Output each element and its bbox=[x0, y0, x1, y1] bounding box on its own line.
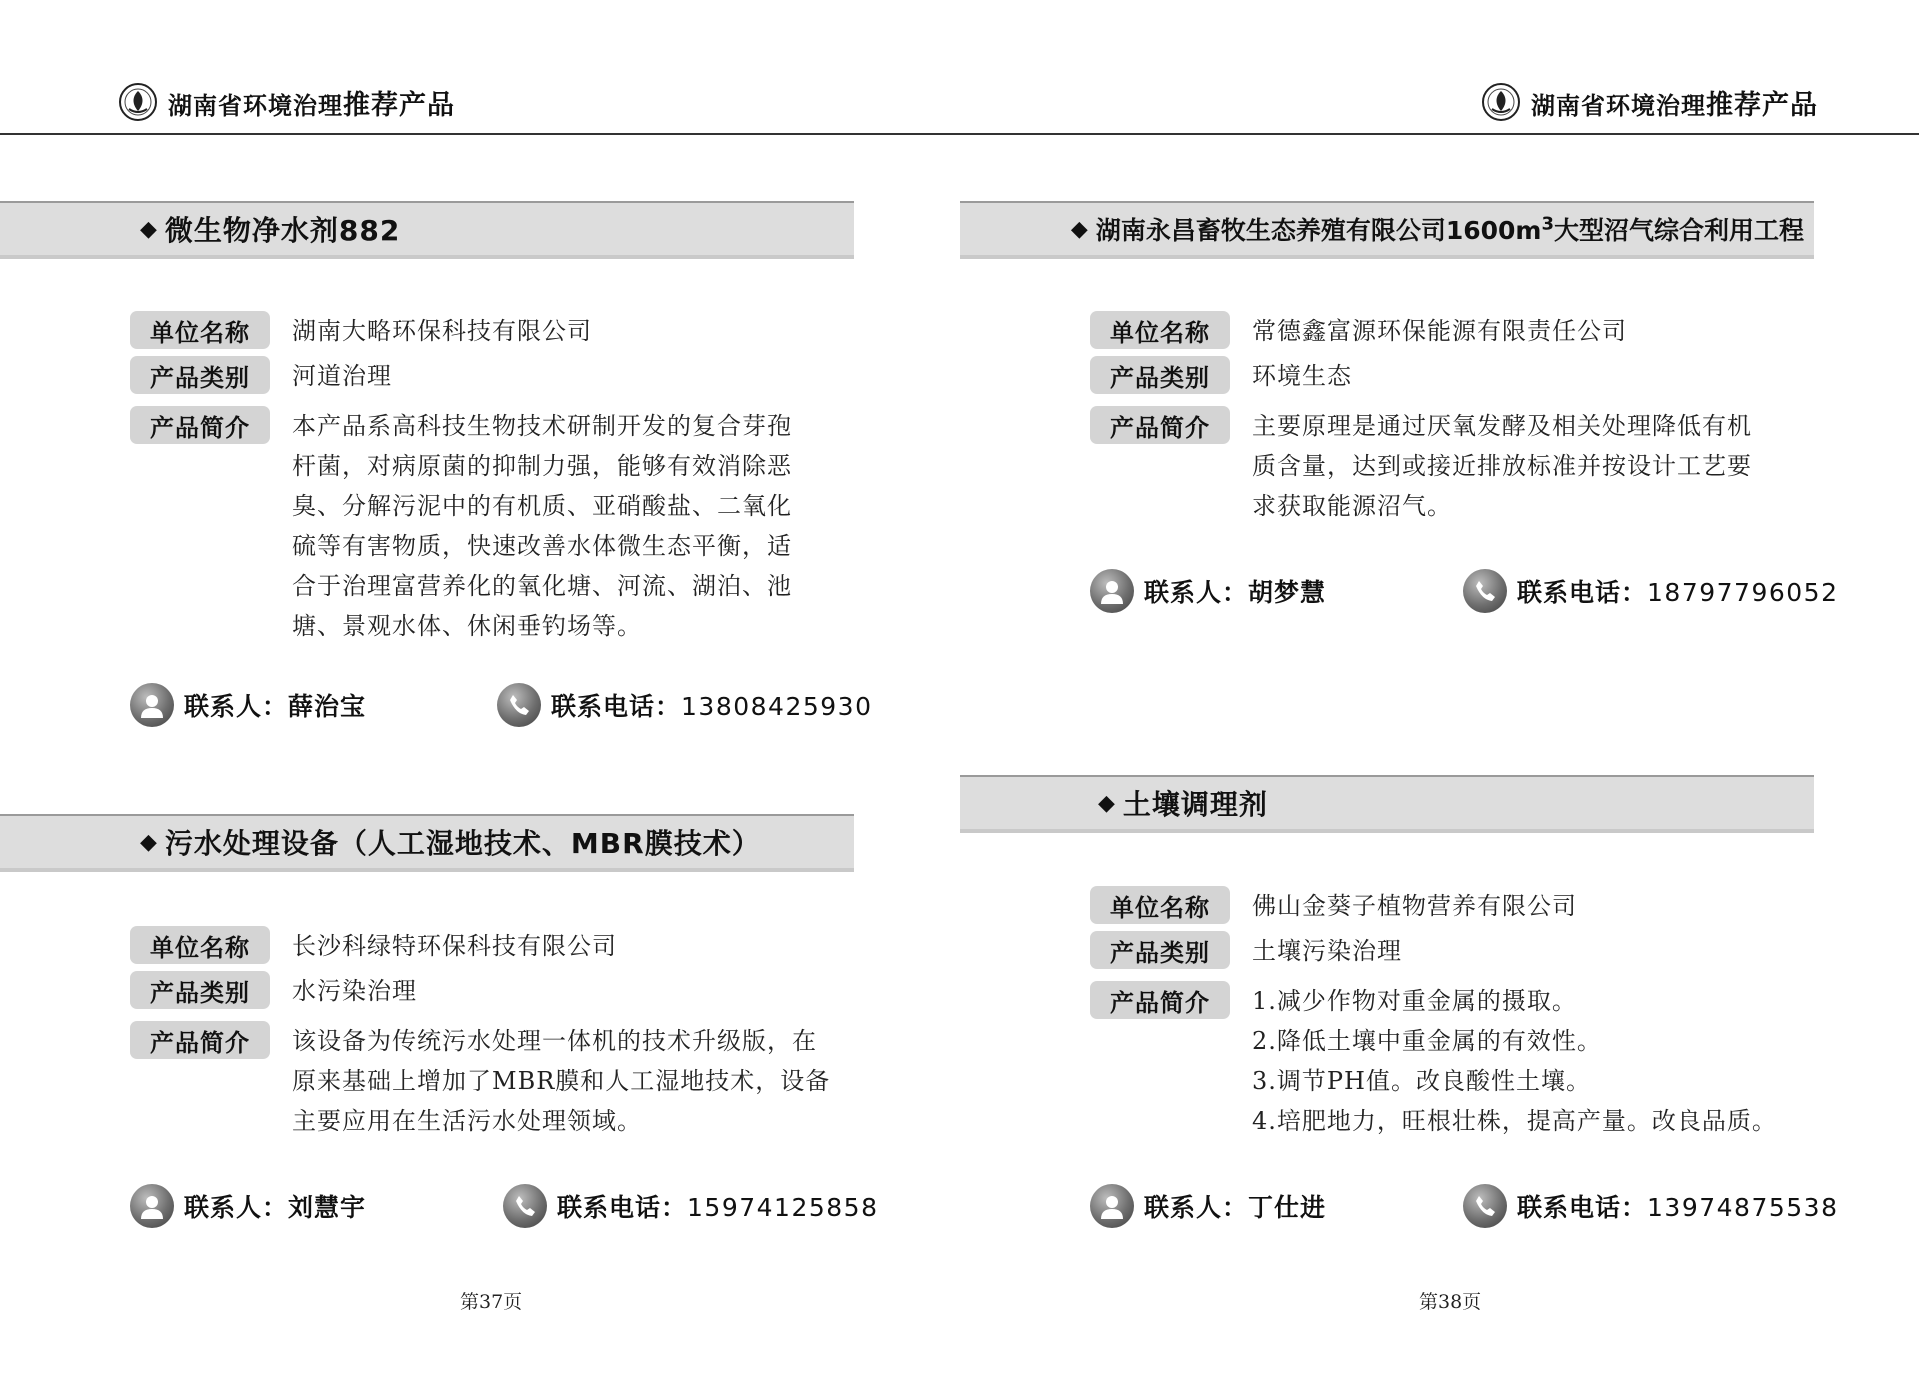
unit-row bbox=[1090, 311, 1815, 356]
product-title: 微生物净水剂882 bbox=[164, 214, 401, 247]
diamond-bullet-icon: ◆ bbox=[1070, 216, 1088, 242]
unit-value: 佛山金葵子植物营养有限公司 bbox=[1252, 892, 1577, 920]
product-info bbox=[1090, 311, 1815, 526]
phone-icon bbox=[1463, 569, 1507, 613]
header-title: 湖南省环境治理推荐产品 bbox=[168, 89, 455, 121]
product-info bbox=[130, 926, 855, 1141]
category-label: 产品类别 bbox=[130, 971, 270, 1009]
unit-label: 单位名称 bbox=[1090, 311, 1230, 349]
category-row bbox=[1090, 931, 1815, 981]
person-icon bbox=[1090, 569, 1134, 613]
category-value: 河道治理 bbox=[292, 362, 392, 390]
diamond-bullet-icon: ◆ bbox=[1098, 790, 1115, 816]
phone-text: 联系电话：15974125858 bbox=[557, 1193, 879, 1222]
person-icon bbox=[130, 683, 174, 727]
contact-phone bbox=[1463, 1184, 1838, 1228]
intro-label: 产品简介 bbox=[130, 1021, 270, 1059]
emblem-logo-icon bbox=[118, 82, 158, 122]
intro-row bbox=[1090, 981, 1815, 1141]
contact-text: 联系人：刘慧宇 bbox=[184, 1193, 367, 1222]
category-row bbox=[1090, 356, 1815, 406]
intro-row bbox=[1090, 406, 1815, 526]
intro-label: 产品简介 bbox=[1090, 981, 1230, 1019]
contact-phone bbox=[503, 1184, 878, 1228]
unit-value: 常德鑫富源环保能源有限责任公司 bbox=[1252, 317, 1627, 345]
page-number: 第38页 bbox=[1419, 1291, 1482, 1313]
intro-row bbox=[130, 1021, 855, 1141]
category-row bbox=[130, 971, 855, 1021]
unit-label: 单位名称 bbox=[130, 311, 270, 349]
phone-text: 联系电话：18797796052 bbox=[1517, 578, 1839, 607]
header-title: 湖南省环境治理推荐产品 bbox=[1531, 89, 1818, 121]
phone-icon bbox=[497, 683, 541, 727]
product-title-bar bbox=[960, 201, 1814, 259]
contact-person bbox=[1090, 1184, 1326, 1228]
phone-text: 联系电话：13974875538 bbox=[1517, 1193, 1839, 1222]
contact-phone bbox=[497, 683, 872, 727]
product-title-bar bbox=[960, 775, 1814, 833]
unit-value: 湖南大略环保科技有限公司 bbox=[292, 317, 592, 345]
diamond-bullet-icon: ◆ bbox=[140, 216, 157, 242]
intro-label: 产品简介 bbox=[1090, 406, 1230, 444]
category-value: 土壤污染治理 bbox=[1252, 937, 1402, 965]
product-title: 污水处理设备（人工湿地技术、MBR膜技术） bbox=[164, 827, 761, 860]
emblem-logo-icon bbox=[1481, 82, 1521, 122]
left-running-header bbox=[118, 82, 455, 122]
category-value: 水污染治理 bbox=[292, 977, 417, 1005]
phone-icon bbox=[1463, 1184, 1507, 1228]
contact-text: 联系人：丁仕进 bbox=[1144, 1193, 1327, 1222]
unit-row bbox=[130, 311, 855, 356]
contact-person bbox=[130, 683, 366, 727]
contact-person bbox=[130, 1184, 366, 1228]
diamond-bullet-icon: ◆ bbox=[140, 829, 157, 855]
contact-person bbox=[1090, 569, 1326, 613]
contact-text: 联系人：薛治宝 bbox=[184, 692, 367, 721]
unit-row bbox=[1090, 886, 1815, 931]
product-title: 土壤调理剂 bbox=[1122, 788, 1268, 821]
category-label: 产品类别 bbox=[130, 356, 270, 394]
phone-text: 联系电话：13808425930 bbox=[551, 692, 873, 721]
product-info bbox=[1090, 886, 1815, 1141]
contact-phone bbox=[1463, 569, 1838, 613]
right-running-header bbox=[1481, 82, 1818, 122]
product-title-bar bbox=[0, 814, 854, 872]
unit-label: 单位名称 bbox=[130, 926, 270, 964]
product-title: 湖南永昌畜牧生态养殖有限公司$1600m^3$大型沼气综合利用工程 bbox=[1095, 213, 1804, 245]
intro-text: 该设备为传统污水处理一体机的技术升级版，在 原来基础上增加了MBR膜和人工湿地技术，设备 主要应用在生活污水处理领域。 bbox=[292, 1027, 831, 1135]
intro-text: 主要原理是通过厌氧发酵及相关处理降低有机 质含量，达到或接近排放标准并按设计工艺要 求获取能源沼气。 bbox=[1252, 412, 1752, 520]
product-info bbox=[130, 311, 855, 646]
category-row bbox=[130, 356, 855, 406]
unit-label: 单位名称 bbox=[1090, 886, 1230, 924]
person-icon bbox=[1090, 1184, 1134, 1228]
unit-value: 长沙科绿特环保科技有限公司 bbox=[292, 932, 617, 960]
intro-label: 产品简介 bbox=[130, 406, 270, 444]
header-divider bbox=[0, 133, 1919, 135]
category-value: 环境生态 bbox=[1252, 362, 1352, 390]
phone-icon bbox=[503, 1184, 547, 1228]
category-label: 产品类别 bbox=[1090, 931, 1230, 969]
page-number: 第37页 bbox=[460, 1291, 523, 1313]
intro-text: 1.减少作物对重金属的摄取。 2.降低土壤中重金属的有效性。 3.调节PH值。改良酸性土壤。 4.培肥地力，旺根壮株，提高产量。改良品质。 bbox=[1252, 987, 1777, 1135]
product-title-bar bbox=[0, 201, 854, 259]
intro-row bbox=[130, 406, 855, 646]
unit-row bbox=[130, 926, 855, 971]
category-label: 产品类别 bbox=[1090, 356, 1230, 394]
person-icon bbox=[130, 1184, 174, 1228]
contact-text: 联系人：胡梦慧 bbox=[1144, 578, 1327, 607]
intro-text: 本产品系高科技生物技术研制开发的复合芽孢 杆菌，对病原菌的抑制力强，能够有效消除恶 臭、分解污泥中的有机质、亚硝酸盐、二氧化 硫等有害物质，快速改善水体微生态平衡，适 合于治理富营养化的氧化塘、河流、湖泊、池 塘、景观水体、休闲垂钓场等。 bbox=[292, 412, 792, 640]
